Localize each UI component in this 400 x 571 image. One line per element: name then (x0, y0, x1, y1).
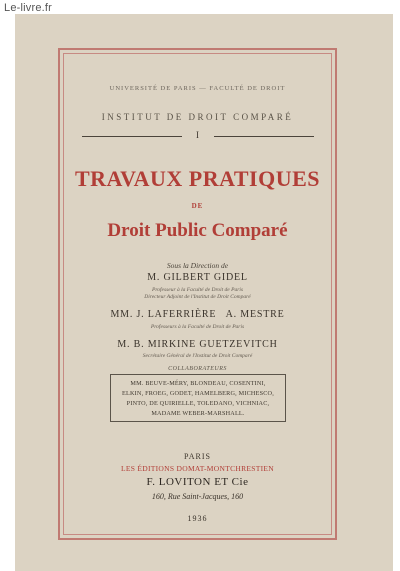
rule-right (214, 136, 314, 137)
collaborators-line: MM. BEUVE-MÉRY, BLONDEAU, COSENTINI, (130, 380, 266, 387)
institute-line: INSTITUT DE DROIT COMPARÉ (101, 112, 294, 122)
director-name: M. GILBERT GIDEL (147, 272, 248, 283)
watermark-text: Le-livre.fr (4, 2, 53, 14)
main-title: TRAVAUX PRATIQUES (74, 166, 321, 191)
professors-title: Professeurs à la Faculté de Droit de Paris (150, 324, 245, 330)
editions-line: LES ÉDITIONS DOMAT-MONTCHRESTIEN (120, 464, 275, 473)
volume-number: I (196, 130, 199, 140)
professors-names: MM. J. LAFERRIÈRE A. MESTRE (110, 309, 285, 320)
collaborators-label: COLLABORATEURS (168, 366, 227, 372)
collaborators-line: ELKIN, FROEG, GODET, HAMELBERG, MICHESCO, (122, 390, 274, 397)
title-connector: DE (191, 202, 204, 210)
university-line: UNIVERSITÉ DE PARIS — FACULTÉ DE DROIT (109, 85, 286, 92)
secretary-title: Secrétaire Général de l'Institut de Droit Comparé (142, 353, 253, 359)
collaborators-line: PINTO, DE QUIRIELLE, TOLEDANO, VICHNIAC, (126, 400, 270, 407)
publication-city: PARIS (184, 452, 211, 461)
publication-year: 1936 (187, 514, 208, 523)
collaborators-line: MADAME WEBER-MARSHALL. (151, 410, 245, 417)
secretary-name: M. B. MIRKINE GUETZEVITCH (117, 339, 278, 350)
direction-line: Sous la Direction de (166, 261, 229, 270)
collaborators-box (110, 374, 286, 422)
director-title-1: Professeur à la Faculté de Droit de Paris (151, 287, 244, 293)
director-title-2: Directeur Adjoint de l'Institut de Droit Comparé (144, 294, 251, 300)
cover-frame (58, 48, 337, 540)
subtitle: Droit Public Comparé (107, 220, 288, 241)
book-cover (15, 14, 393, 571)
publisher-address: 160, Rue Saint-Jacques, 160 (151, 492, 244, 501)
cover-inner-frame (63, 53, 332, 535)
publisher-name: F. LOVITON ET Cie (146, 476, 249, 488)
